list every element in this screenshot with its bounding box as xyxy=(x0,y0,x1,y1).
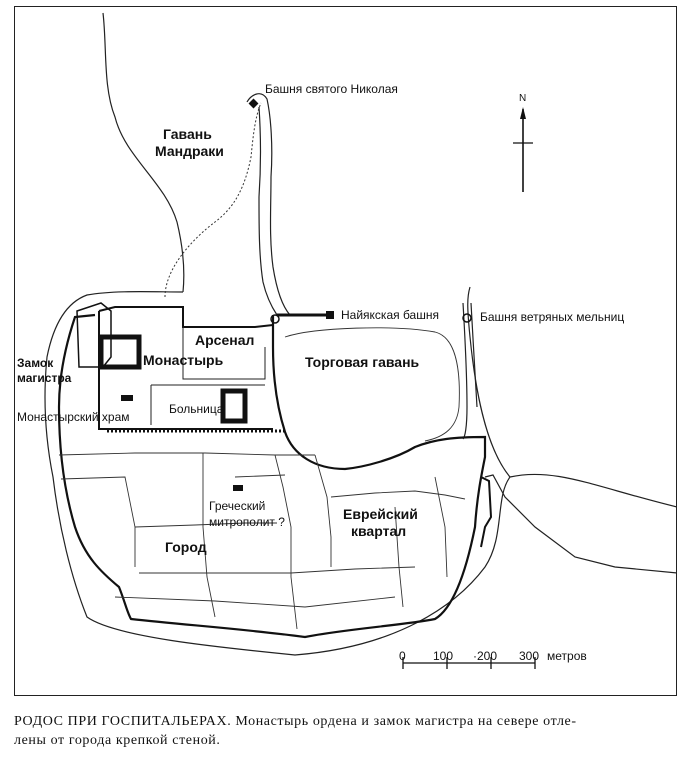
monastery-small-block xyxy=(121,395,133,401)
label-hospital: Больница xyxy=(169,402,224,416)
trade-harbour-basin xyxy=(285,328,459,441)
scale-tick-0: 0 xyxy=(399,649,406,663)
caption-line-1: РОДОС ПРИ ГОСПИТАЛЬЕРАХ. Монастырь ордена и замок магистра на севере отле- xyxy=(14,714,577,729)
scale-tick-300: 300 xyxy=(519,649,540,663)
nicholas-mole xyxy=(247,94,290,315)
city-streets xyxy=(59,453,465,629)
label-windmill-tower: Башня ветряных мельниц xyxy=(480,310,625,324)
label-arsenal: Арсенал xyxy=(195,332,255,348)
label-castle-2: магистра xyxy=(17,371,72,385)
scale-unit: метров xyxy=(547,649,587,663)
caption-line-2: лены от города крепкой стеной. xyxy=(14,733,221,748)
hospital-building xyxy=(223,391,245,421)
scale-tick-200: ·200 xyxy=(473,649,498,663)
label-naillac-tower: Найякская башня xyxy=(341,308,439,322)
label-trade-harbour: Торговая гавань xyxy=(305,354,420,370)
label-castle-1: Замок xyxy=(17,356,54,370)
greek-metropolitan-block xyxy=(233,485,243,491)
label-greek-1: Греческий xyxy=(209,499,266,513)
label-city: Город xyxy=(165,539,207,555)
north-label: N xyxy=(519,93,527,104)
label-greek-2: митрополит ? xyxy=(209,515,285,529)
label-monastery-church: Монастырский храм xyxy=(17,410,130,424)
eastern-mole xyxy=(485,475,677,573)
label-mandraki-1: Гавань xyxy=(163,126,212,142)
windmill-mole xyxy=(463,303,477,439)
nicholas-tower-mark xyxy=(249,99,259,109)
map-caption xyxy=(14,712,674,750)
label-jewish-2: квартал xyxy=(351,523,407,539)
eastern-mole-wall xyxy=(481,477,491,547)
scale-bar xyxy=(399,649,587,669)
label-mandraki-2: Мандраки xyxy=(155,143,224,159)
label-monastery: Монастырь xyxy=(143,352,224,368)
rhodes-map xyxy=(15,7,677,696)
compass xyxy=(513,93,533,192)
naillac-tower-mark xyxy=(326,311,334,319)
city-wall xyxy=(59,315,485,637)
map-frame xyxy=(14,6,677,696)
scale-tick-100: 100 xyxy=(433,649,454,663)
label-jewish-1: Еврейский xyxy=(343,506,418,522)
label-nicholas-tower: Башня святого Николая xyxy=(265,82,398,96)
